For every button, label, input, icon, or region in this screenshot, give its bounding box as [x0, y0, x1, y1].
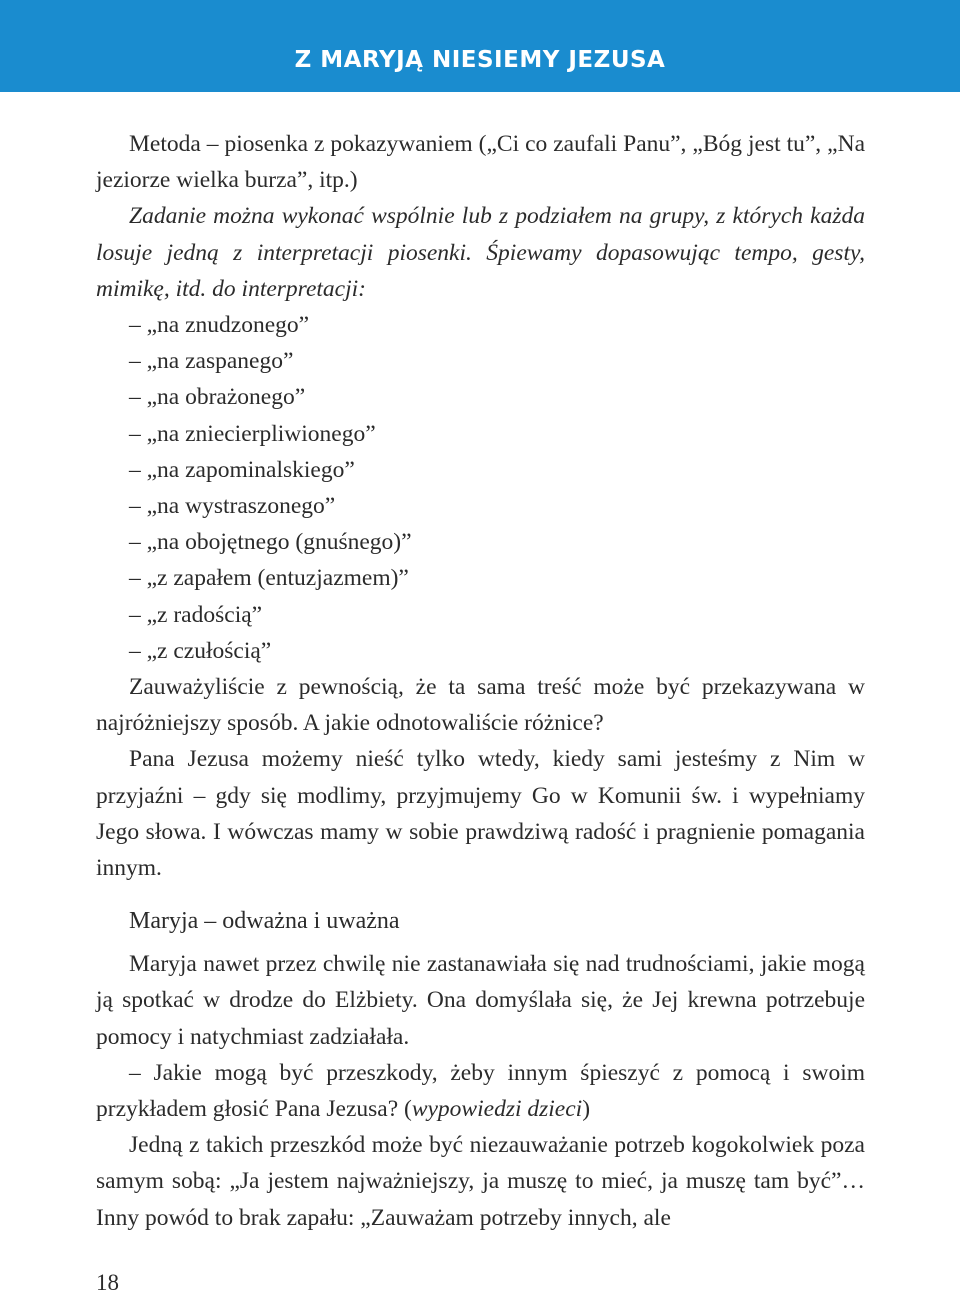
- list-item: – „na wystraszonego”: [129, 493, 336, 520]
- interpretation-list: [96, 307, 865, 669]
- page-header-title: Z MARYJĄ NIESIEMY JEZUSA: [294, 47, 666, 73]
- differences-paragraph: Zauważyliście z pewnością, że ta sama treść może być przekazywana w najróżniejszy sposób. A jakie odnotowaliście różnice?: [96, 674, 865, 737]
- task-paragraph: Zadanie można wykonać wspólnie lub z podziałem na grupy, z których każda losuje jedną z interpretacji piosenki. Śpiewamy dopasowując tempo, gesty, mimikę, itd. do interpretacji:: [96, 203, 865, 302]
- list-item: – „z radością”: [129, 601, 263, 628]
- obstacles-paragraph: Jedną z takich przeszkód może być niezauważanie potrzeb kogokolwiek poza samym sobą: „Ja jestem najważniejszy, ja muszę to mieć, ja muszę tam być”… Inny powód to brak zapału: „Zauważam potrzeby innych, ale: [96, 1132, 865, 1231]
- question-close: ): [582, 1096, 591, 1123]
- header-band: [0, 0, 960, 92]
- question-paragraph: [96, 1055, 865, 1127]
- question-note: wypowiedzi dzieci: [411, 1096, 583, 1123]
- list-item: – „na zniecierpliwionego”: [129, 420, 376, 447]
- method-paragraph: Metoda – piosenka z pokazywaniem („Ci co zaufali Panu”, „Bóg jest tu”, „Na jeziorze wielka burza”, itp.): [96, 131, 865, 194]
- page-number: 18: [96, 1270, 119, 1295]
- list-item: – „na zaspanego”: [129, 348, 294, 375]
- list-item: – „na znudzonego”: [129, 312, 310, 339]
- list-item: – „na obrażonego”: [129, 384, 306, 411]
- page-body: [96, 126, 865, 1236]
- list-item: – „z czułością”: [129, 637, 272, 664]
- mary-paragraph: Maryja nawet przez chwilę nie zastanawiała się nad trudnościami, jakie mogą ją spotkać w drodze do Elżbiety. Ona domyślała się, że Jej krewna potrzebuje pomocy i natychmiast zadziałała.: [96, 951, 865, 1050]
- list-item: – „na obojętnego (gnuśnego)”: [129, 529, 412, 556]
- section-heading: Maryja – odważna i uważna: [129, 908, 400, 935]
- list-item: – „na zapominalskiego”: [129, 456, 355, 483]
- list-item: – „z zapałem (entuzjazmem)”: [129, 565, 409, 592]
- question-text: – Jakie mogą być przeszkody, żeby innym śpieszyć z pomocą i swoim przykładem głosić Pana Jezusa? (: [96, 1059, 865, 1123]
- friendship-paragraph: Pana Jezusa możemy nieść tylko wtedy, kiedy sami jesteśmy z Nim w przyjaźni – gdy się modlimy, przyjmujemy Go w Komunii św. i wypełniamy Jego słowa. I wówczas mamy w sobie prawdziwą radość i pragnienie pomagania innym.: [96, 746, 865, 882]
